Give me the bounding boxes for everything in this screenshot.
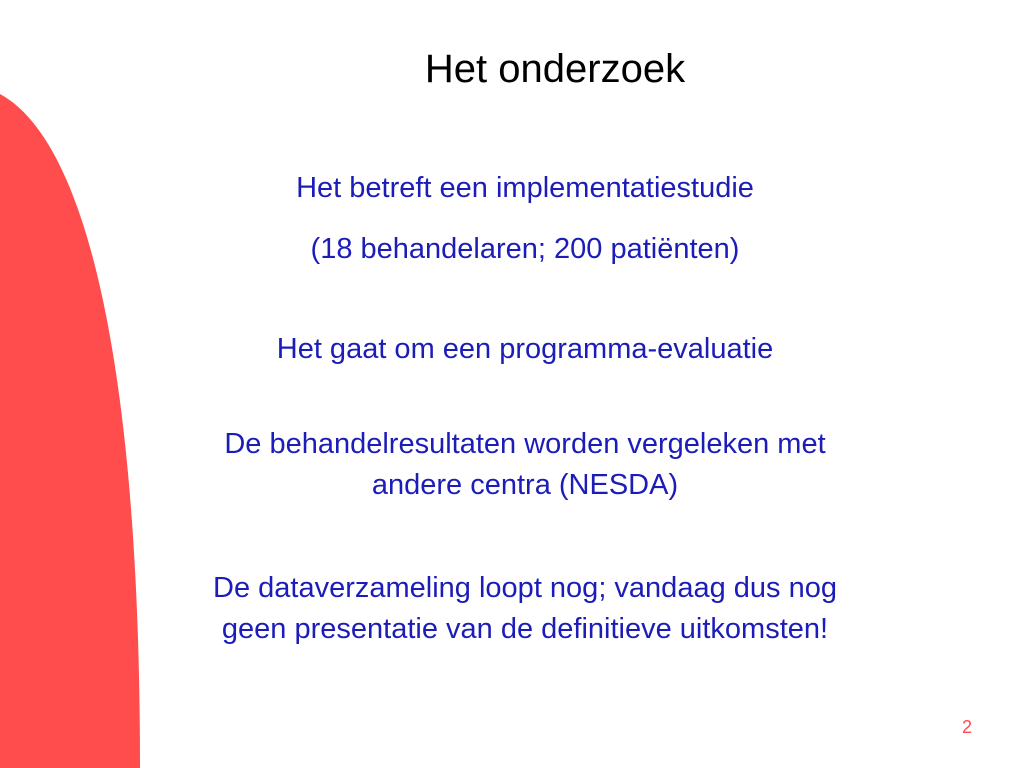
slide-title: Het onderzoek [424, 47, 686, 91]
red-decorative-shape [0, 0, 150, 768]
point-program-evaluation: Het gaat om een programma-evaluatie [276, 333, 774, 365]
point-comparison-nesda: De behandelresultaten worden vergeleken met andere centra (NESDA) [224, 428, 826, 501]
point-data-collection: De dataverzameling loopt nog; vandaag dus nog geen presentatie van de definitieve uitkomsten! [213, 572, 837, 645]
slide-number: 2 [962, 717, 973, 737]
point-participants: (18 behandelaren; 200 patiënten) [310, 233, 740, 265]
point-implementation-study: Het betreft een implementatiestudie [296, 172, 754, 204]
